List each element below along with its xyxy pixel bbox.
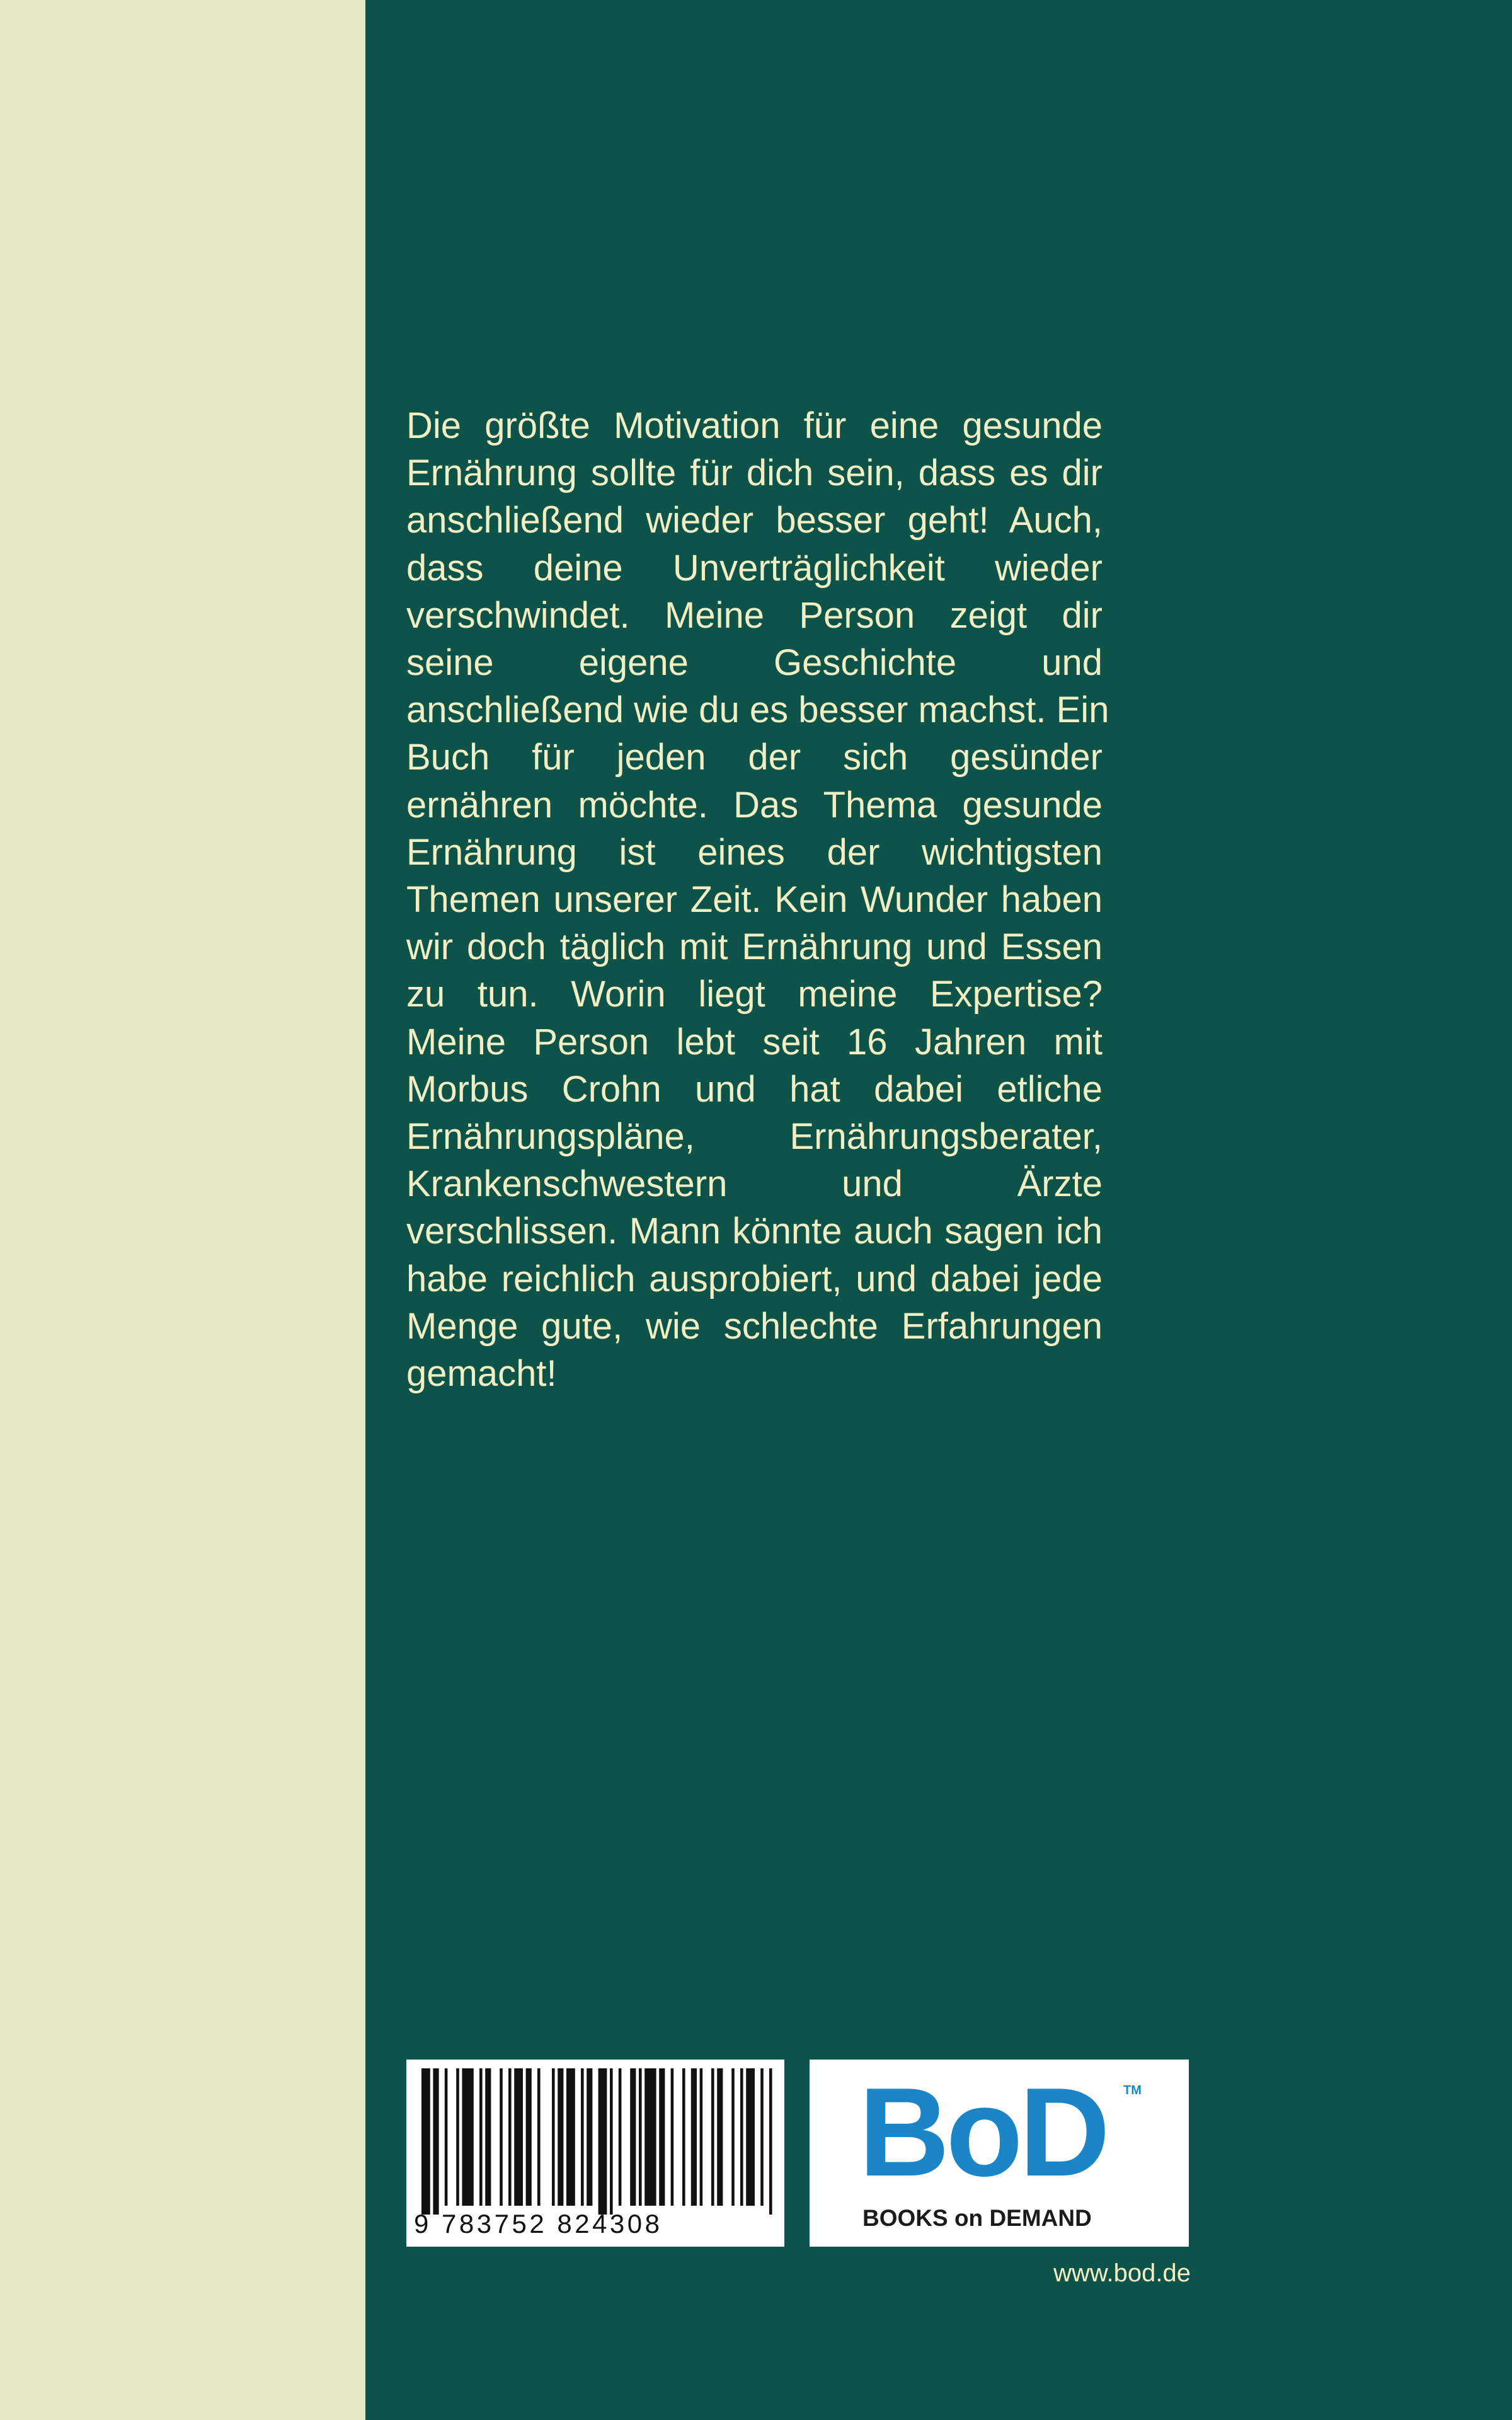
blurb-line: verschlissen. Mann könnte auch sagen ich [406, 1211, 1102, 1252]
isbn-number: 9 783752 824308 [414, 2209, 663, 2238]
blurb-line: seine eigene Geschichte und [406, 642, 1102, 684]
blurb-line: Ernährungspläne, Ernährungsberater, [406, 1116, 1102, 1158]
isbn-barcode [406, 2060, 784, 2247]
barcode-bar [537, 2068, 541, 2206]
barcode-bar [479, 2068, 483, 2206]
blurb-line: anschließend wie du es besser machst. Ein [406, 689, 1109, 731]
barcode-bar [610, 2068, 613, 2215]
barcode-bar [485, 2068, 491, 2206]
publisher-tagline: BOOKS on DEMAND [862, 2205, 1092, 2231]
bod-logo-wordmark: BoD [859, 2062, 1107, 2203]
barcode-bar [581, 2068, 584, 2206]
blurb-line: Buch für jeden der sich gesünder [406, 737, 1102, 778]
blurb-line: zu tun. Worin liegt meine Expertise? [406, 974, 1102, 1015]
barcode-bar [691, 2068, 697, 2206]
barcode-bar [644, 2068, 656, 2206]
blurb-line: habe reichlich ausprobiert, und dabei jede [406, 1258, 1102, 1299]
barcode-bar [769, 2068, 772, 2215]
barcode-bar [587, 2068, 592, 2206]
barcode-bar [711, 2068, 714, 2206]
barcode-bar [433, 2068, 438, 2215]
barcode-bar [740, 2068, 743, 2206]
barcode-bar [700, 2068, 703, 2206]
barcode-bar [514, 2068, 523, 2206]
blurb-line: Die größte Motivation für eine gesunde [406, 405, 1102, 446]
barcode-bar [462, 2068, 473, 2206]
blurb-line: verschwindet. Meine Person zeigt dir [406, 594, 1102, 636]
barcode-bar [639, 2068, 642, 2206]
barcode-bar [659, 2068, 665, 2206]
barcode-bar [558, 2068, 563, 2206]
barcode-bar [526, 2068, 532, 2206]
barcode-bar [671, 2068, 674, 2206]
barcode-bar [746, 2068, 755, 2206]
trademark-mark: TM [1123, 2083, 1142, 2097]
blurb-text [406, 402, 1109, 1397]
blurb-line: Morbus Crohn und hat dabei etliche [406, 1068, 1102, 1110]
blurb-line: ernähren möchte. Das Thema gesunde [406, 784, 1102, 826]
barcode-bar [500, 2068, 503, 2206]
barcode-bar [421, 2068, 430, 2215]
blurb-line: Meine Person lebt seit 16 Jahren mit [406, 1021, 1102, 1063]
blurb-line: Themen unserer Zeit. Kein Wunder haben [406, 879, 1102, 921]
barcode-bar [598, 2068, 607, 2215]
publisher-url: www.bod.de [1053, 2259, 1191, 2287]
barcode-bar [717, 2068, 723, 2206]
barcode-bar [566, 2068, 575, 2206]
publisher-logo [810, 2060, 1189, 2247]
spine-strip [0, 0, 365, 2420]
blurb-line: gemacht! [406, 1353, 557, 1395]
blurb-line: Krankenschwestern und Ärzte [406, 1163, 1102, 1205]
barcode-bar [630, 2068, 636, 2206]
blurb-line: Ernährung sollte für dich sein, dass es dir [406, 452, 1102, 494]
blurb-line: Ernährung ist eines der wichtigsten [406, 831, 1102, 873]
barcode-bar [760, 2068, 764, 2206]
barcode-bar [731, 2068, 735, 2206]
blurb-line: dass deine Unverträglichkeit wieder [406, 547, 1102, 589]
blurb-line: wir doch täglich mit Ernährung und Essen [406, 926, 1102, 968]
barcode-bar [682, 2068, 685, 2206]
barcode-bar [456, 2068, 459, 2206]
blurb-line: anschließend wieder besser geht! Auch, [406, 500, 1102, 541]
barcode-bar [552, 2068, 555, 2206]
blurb-line: Menge gute, wie schlechte Erfahrungen [406, 1305, 1102, 1347]
barcode-bar [508, 2068, 512, 2206]
barcode-bar [445, 2068, 448, 2206]
barcode-bar [619, 2068, 622, 2206]
